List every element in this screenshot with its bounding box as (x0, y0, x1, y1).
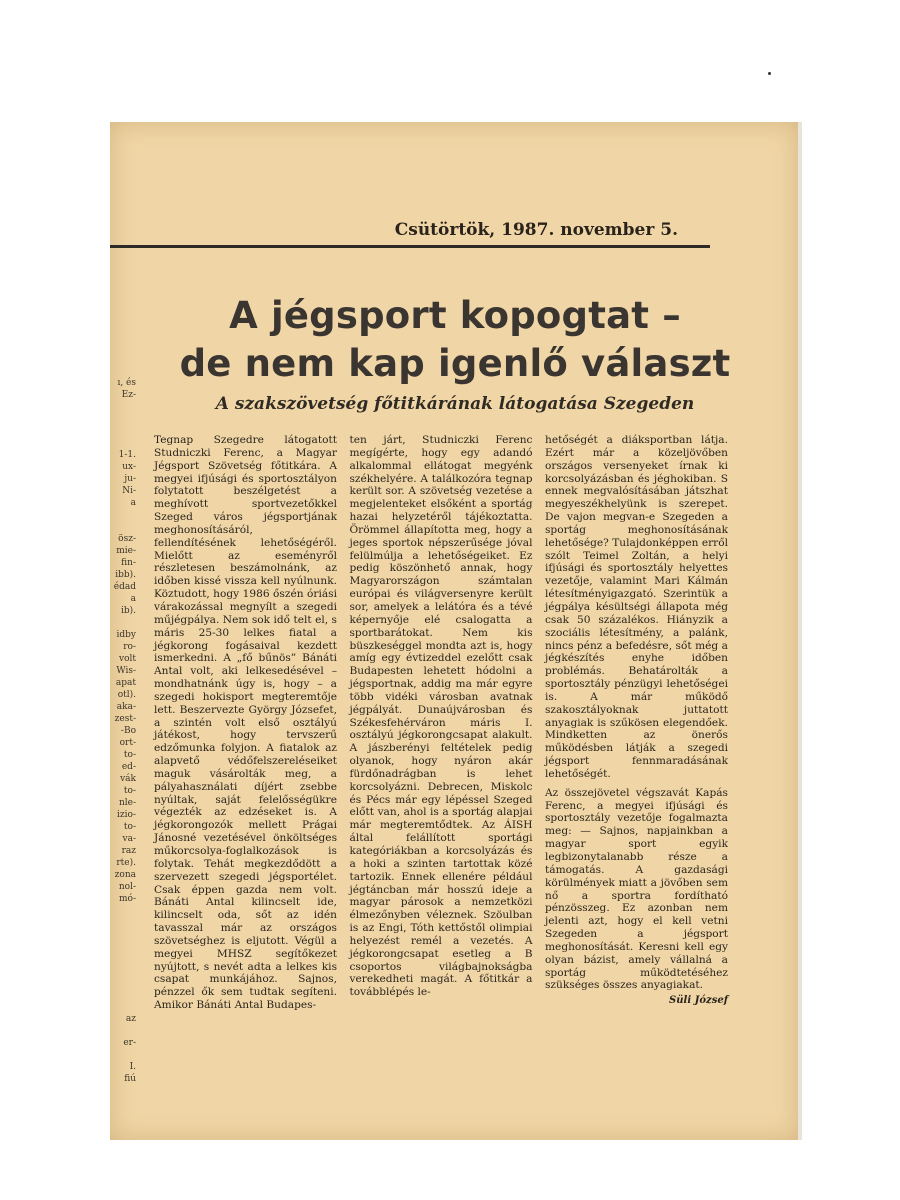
column-1 (154, 434, 337, 1012)
headline-line-2: de nem kap igenlő választ (179, 342, 731, 385)
header-rule (110, 245, 710, 248)
article-body (154, 434, 728, 1012)
column-3 (545, 434, 728, 1012)
adjacent-article-fragment: ı, és Ez- 1-1. ux- ju- Ni- a ösz- mie- fin- ibb). édad a ib). idby ro- volt Wis- apat otl). aka- zest- -Bo ort- to- ed- vák to- nle- izio- to- va- raz rte). zona nol- mó- az er- I. fiú (113, 378, 136, 1084)
issue-date: Csütörtök, 1987. november 5. (394, 220, 678, 240)
headline-line-1: A jégsport kopogtat – (229, 294, 681, 337)
headline (150, 292, 760, 388)
author-byline: Süli József (669, 995, 728, 1007)
paragraph: Az összejövetel végszavát Kapás Ferenc, a megyei ifjúsági és sportosztály vezetője fogalmazta meg: — Sajnos, napjainkban a magyar sport egyik legbizonytalanabb része a támogatás. A gazdasági körülmények miatt a jövőben sem nő a sportra fordítható pénzösszeg. Ez azonban nem jelenti azt, hogy el kell vetni Szegeden a jégsport meghonosítását. Keresni kell egy olyan bázist, amely vállalná a sportág működtetéséhez szükséges összes anyagiakat. (545, 786, 728, 992)
subheadline: A szakszövetség főtitkárának látogatása Szegeden (215, 394, 695, 414)
speck (768, 72, 771, 75)
newspaper-clipping (110, 122, 798, 1140)
paragraph: Tegnap Szegedre látogatott Studniczki Ferenc, a Magyar Jégsport Szövetség főtitkára. A megyei ifjúsági és sportosztályon folytatott beszélgetést a meghívott sportvezetőkkel Szeged város jégsportjának meghonosításáról, fellendítésének lehetőségéről. Mielőtt az eseményről részletesen beszámolnánk, az időben kissé vissza kell nyúlnunk. Köztudott, hogy 1986 őszén óriási várakozással megnyílt a szegedi műjégpálya. Nem sok idő telt el, s máris 25-30 lelkes fiatal a jégkorong fogásaival kezdett ismerkedni. A „fő bűnös” Bánáti Antal volt, aki lelkesedésével – mondhatnánk úgy is, hogy – a szegedi hokisport megteremtője lett. Beszervezte György Józsefet, a szintén volt első osztályú játékost, hogy tervszerű edzőmunka folyjon. A fiatalok az alapvető védőfelszereléseiket maguk vásárolták meg, a pályahasználati díjért zsebbe nyúltak, saját felelősségükre végezték az edzéseket is. A jégkorongozók mellett Prágai Jánosné vezetésével önköltséges műkorcsolya-foglalkozások is folytak. Tehát megkezdődött a szervezett szegedi jégsportélet. Csak éppen gazda nem volt. Bánáti Antal kilincselt ide, kilincselt oda, sőt az idén tavasszal már az országos szövetséghez is eljutott. Végül a megyei MHSZ segítőkezet nyújtott, s nevét adta a lelkes kis csapat munkájához. Sajnos, pénzzel ők sem tudtak segíteni. Amikor Bánáti Antal Budapes- (154, 434, 337, 1012)
paragraph: hetőségét a diáksportban látja. Ezért már a közeljövőben országos versenyeket írnak ki korcsolyázásban és jéghokiban. S ennek megvalósításában játszhat megyeszékhelyünk is szerepet. De vajon megvan-e Szegeden a sportág meghonosításának lehetősége? Tulajdonképpen erről szólt Teimel Zoltán, a helyi ifjúsági és sportosztály helyettes vezetője, valamint Mari Kálmán létesítményigazgató. Szerintük a jégpálya késültségi állapota még csak 50 százalékos. Hiányzik a szociális létesítmény, a palánk, nincs pénz a befedésre, sőt még a jégkészítés enyhe időben problémás. Behatárolták a sportosztály pénzügyi lehetőségei is. A már működő szakosztályoknak juttatott anyagiak is szűkösen elegendőek. Mindketten az önerős működésben látják a szegedi jégsport fennmaradásának lehetőségét. (545, 434, 728, 780)
column-2 (350, 434, 533, 1012)
paragraph: ten járt, Studniczki Ferenc megígérte, hogy egy adandó alkalommal ellátogat megyénk székhelyére. A találkozóra tegnap került sor. A szövetség vezetése a megjelenteket elsőként a sportág hazai helyzetéről tájékoztatta. Örömmel állapította meg, hogy a jeges sportok népszerűsége jóval felülmúlja a lehetőségeiket. Ez pedig köszönhető annak, hogy Magyarországon számtalan európai és világversenyre került sor, amelyek a lelátóra és a tévé képernyője elé csalogatta a sportbarátokat. Nem kis büszkeséggel mondta azt is, hogy amíg egy évtizeddel ezelőtt csak Budapesten lehetett hódolni a jégsportnak, addig ma már egyre több vidéki városban avatnak jégpályát. Dunaújvárosban és Székesfehérváron máris I. osztályú jégkorongcsapat alakult. A jászberényi feltételek pedig olyanok, hogy nyáron akár fürdőnadrágban is lehet korcsolyázni. Debrecen, Miskolc és Pécs már egy lépéssel Szeged előtt van, ahol is a sportág alapjai már megteremtődtek. Az ÁISH által felállított sportági kategóriákban a korcsolyázás és a hoki a szinten tartottak közé tartozik. Ennek ellenére például jégtáncban már hosszú ideje a magyar párosok a nemzetközi élmezőnyben véleznek. Szöulban is az Engi, Tóth kettőstől olimpiai helyezést remél a vezetés. A jégkorongcsapat esetleg a B csoportos világbajnokságba verekedheti magát. A főtitkár a továbblépés le- (349, 434, 533, 999)
